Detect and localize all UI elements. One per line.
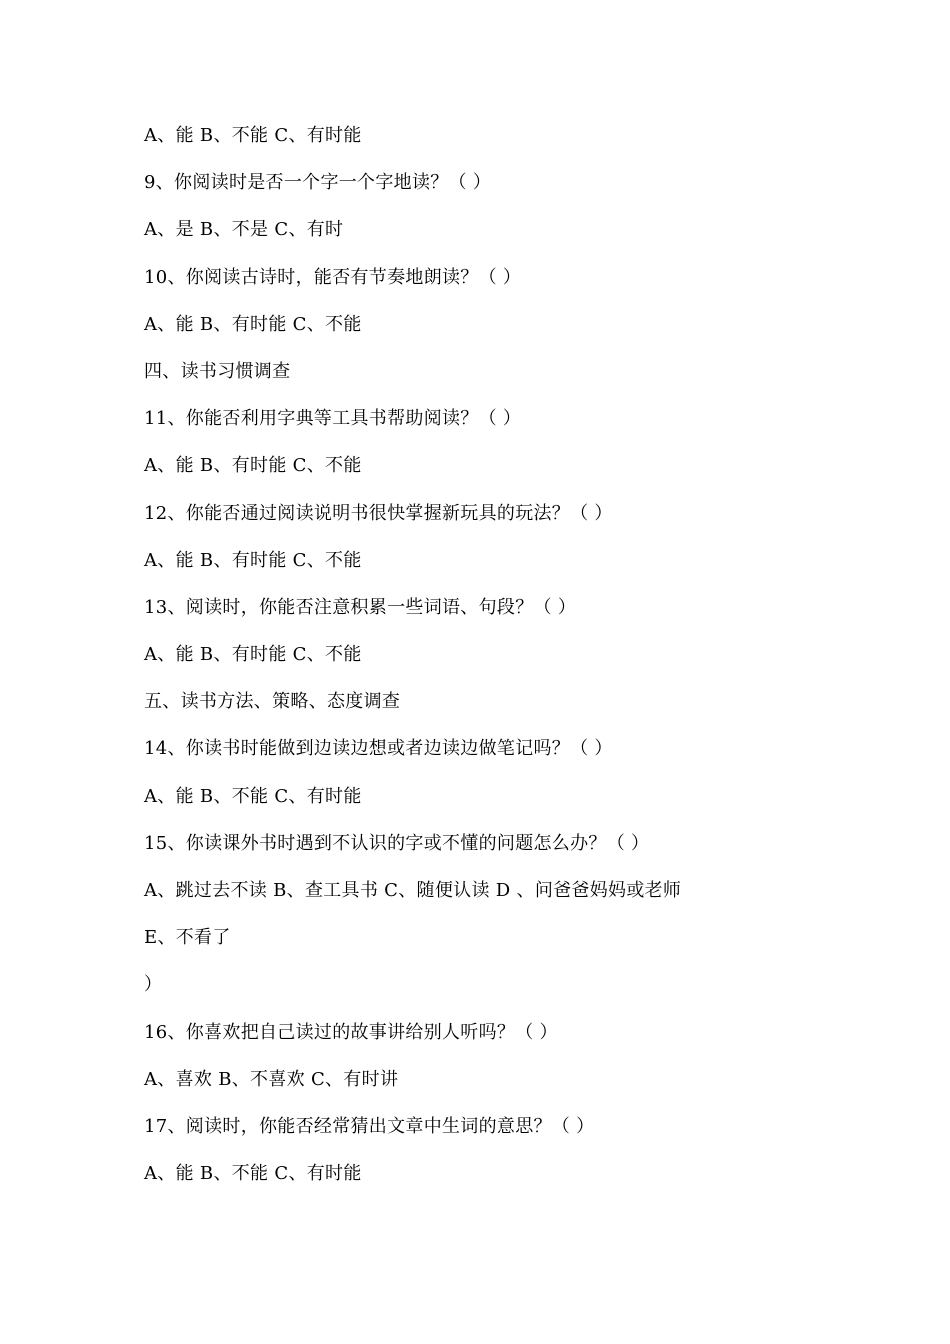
answer-options-q17: A、能 B、不能 C、有时能 xyxy=(144,1163,362,1185)
answer-options-q15-continued: E、不看了 xyxy=(144,927,231,949)
question-12: 12、你能否通过阅读说明书很快掌握新玩具的玩法？（ ） xyxy=(144,502,613,524)
question-17: 17、阅读时，你能否经常猜出文章中生词的意思？（ ） xyxy=(144,1115,595,1137)
question-10: 10、你阅读古诗时，能否有节奏地朗读？（ ） xyxy=(144,266,522,288)
answer-options-q16: A、喜欢 B、不喜欢 C、有时讲 xyxy=(144,1068,399,1090)
answer-options-q8: A、能 B、不能 C、有时能 xyxy=(144,125,362,146)
answer-options-q15: A、跳过去不读 B、查工具书 C、随便认读 D 、问爸爸妈妈或老师 xyxy=(144,880,682,901)
question-13: 13、阅读时，你能否注意积累一些词语、句段？（ ） xyxy=(144,596,577,618)
answer-options-q11: A、能 B、有时能 C、不能 xyxy=(144,455,362,477)
question-14: 14、你读书时能做到边读边想或者边读边做笔记吗？（ ） xyxy=(144,738,613,760)
answer-options-q13: A、能 B、有时能 C、不能 xyxy=(144,644,362,666)
section-heading-5: 五、读书方法、策略、态度调查 xyxy=(144,691,401,713)
answer-options-q12: A、能 B、有时能 C、不能 xyxy=(144,549,362,571)
answer-options-q14: A、能 B、不能 C、有时能 xyxy=(144,785,362,807)
survey-lines xyxy=(144,117,884,1202)
answer-options-q9: A、是 B、不是 C、有时 xyxy=(144,219,344,241)
question-15: 15、你读课外书时遇到不认识的字或不懂的问题怎么办？（ ） xyxy=(144,832,650,854)
section-heading-4: 四、读书习惯调查 xyxy=(144,360,291,382)
stray-paren: ） xyxy=(144,974,163,996)
question-11: 11、你能否利用字典等工具书帮助阅读？（ ） xyxy=(144,408,522,430)
answer-options-q10: A、能 B、有时能 C、不能 xyxy=(144,313,362,335)
question-9: 9、你阅读时是否一个字一个字地读？（ ） xyxy=(144,172,492,194)
question-16: 16、你喜欢把自己读过的故事讲给别人听吗？（ ） xyxy=(144,1021,558,1043)
